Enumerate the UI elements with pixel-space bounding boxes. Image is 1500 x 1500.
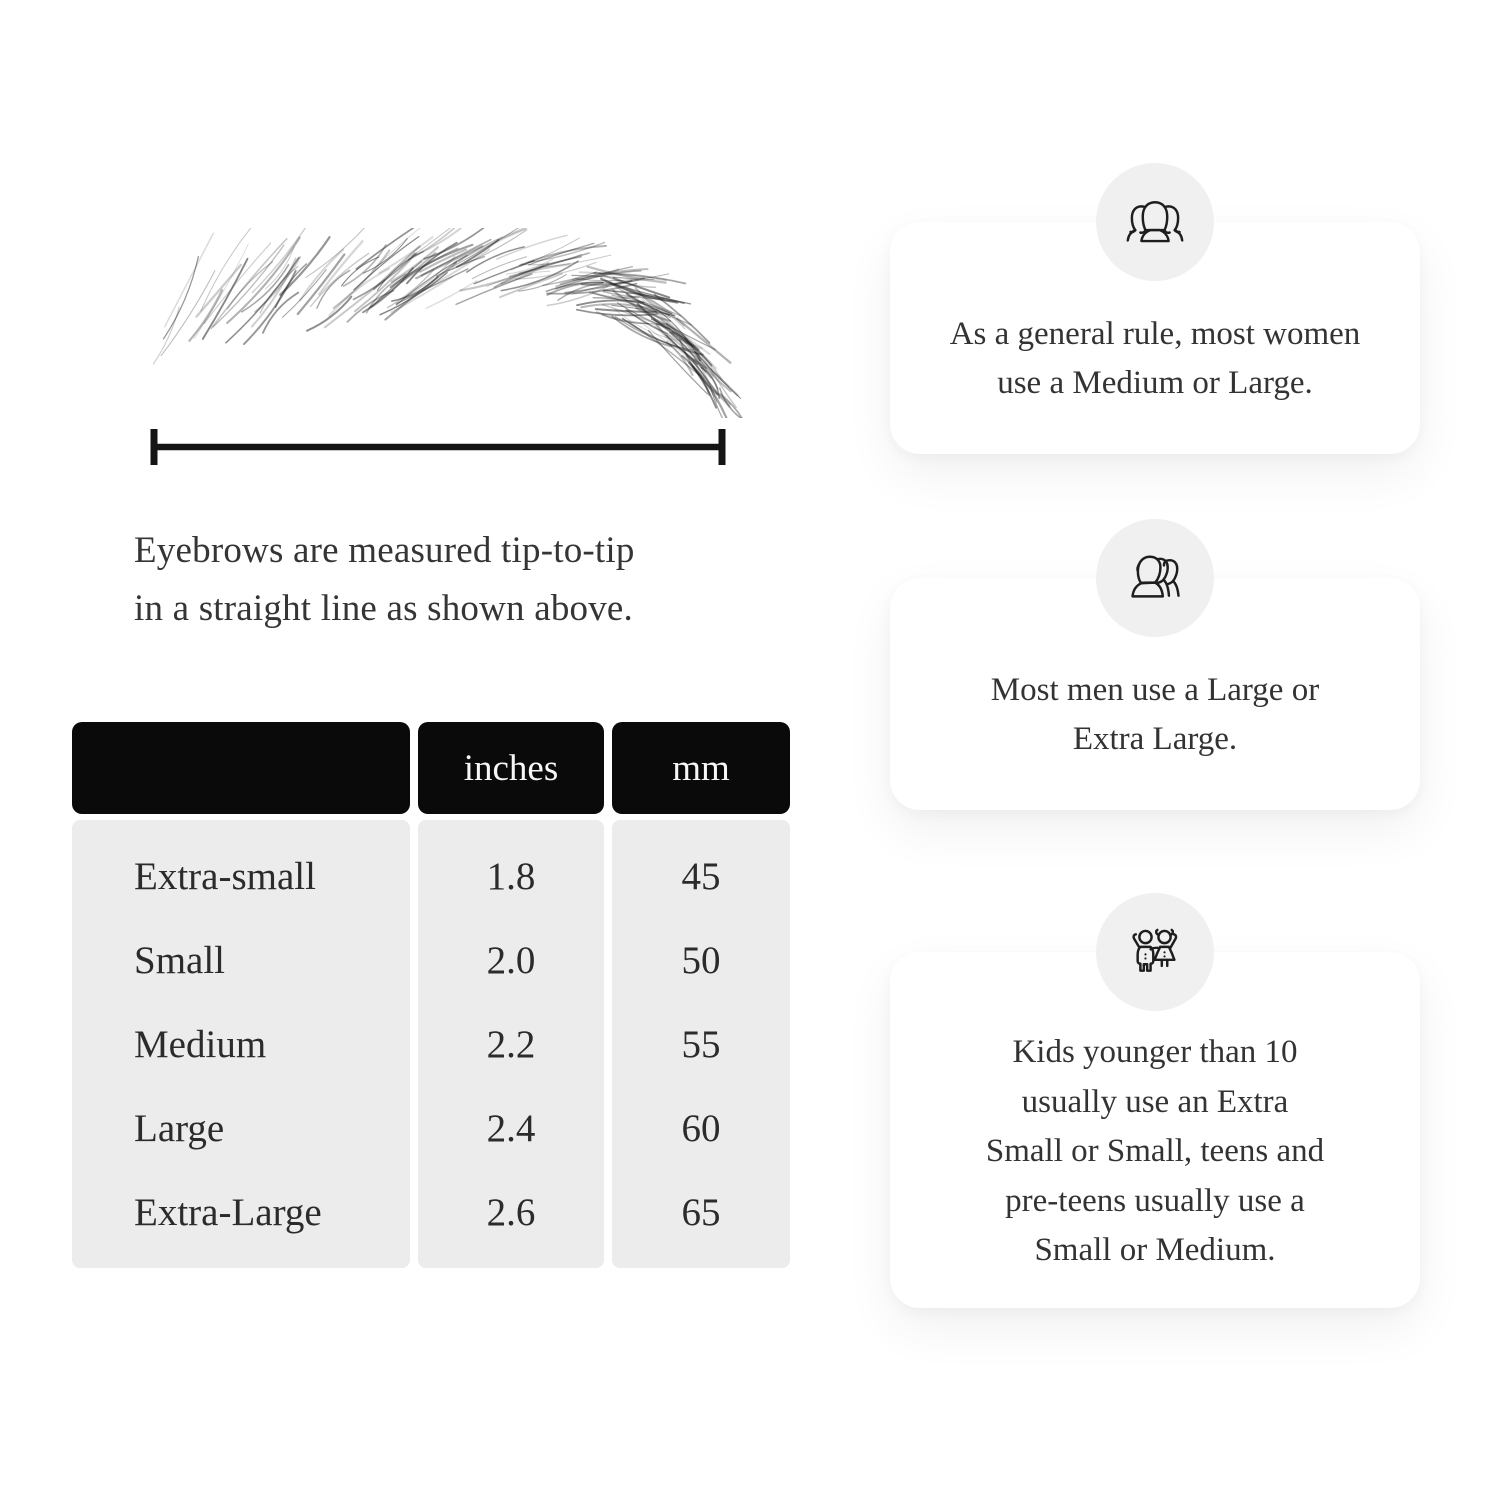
size-name-cell: Medium: [134, 1022, 267, 1066]
size-table-body-mm: [612, 820, 790, 1268]
kids-card-line-3: Small or Small, teens and: [985, 1133, 1325, 1170]
size-name-cell: Large: [134, 1106, 225, 1150]
kids-card-line-2: usually use an Extra: [1021, 1083, 1289, 1120]
size-table-body-names: [72, 820, 410, 1268]
men-badge: [1096, 519, 1214, 637]
mm-cell: 45: [681, 854, 721, 898]
size-name-cell: Small: [134, 938, 226, 982]
size-table-column-inches: [418, 722, 604, 1268]
women-group-icon: [1121, 188, 1189, 256]
size-table-column-mm: [612, 722, 790, 1268]
card-kids: [890, 952, 1420, 1308]
mm-cell: 65: [681, 1190, 721, 1234]
size-table-header-inches: inches: [418, 722, 604, 814]
measurement-line: [146, 424, 730, 470]
caption-line-1: Eyebrows are measured tip-to-tip: [134, 530, 635, 571]
card-men: [890, 578, 1420, 810]
kids-icon: [1121, 918, 1189, 986]
women-badge: [1096, 163, 1214, 281]
measurement-caption: [134, 522, 774, 639]
mm-cell: 55: [681, 1022, 721, 1066]
size-table-header-mm: mm: [612, 722, 790, 814]
size-table-body-inches: [418, 820, 604, 1268]
kids-card-line-1: Kids younger than 10: [1012, 1034, 1298, 1071]
inches-cell: 2.4: [486, 1106, 536, 1150]
size-table-column-names: [72, 722, 410, 1268]
caption-line-2: in a straight line as shown above.: [134, 588, 634, 630]
kids-card-line-4: pre-teens usually use a: [1005, 1182, 1305, 1219]
inches-cell: 1.8: [486, 854, 536, 898]
size-table: [72, 722, 790, 1268]
kids-card-text: [986, 1028, 1324, 1276]
men-card-line-1: Most men use a Large or: [990, 671, 1320, 708]
men-card-text: [991, 666, 1319, 765]
size-table-header-blank: [72, 722, 410, 814]
inches-cell: 2.0: [486, 938, 536, 982]
men-card-line-2: Extra Large.: [1072, 721, 1238, 757]
inches-cell: 2.2: [486, 1022, 536, 1066]
mm-cell: 60: [681, 1106, 721, 1150]
mm-cell: 50: [681, 938, 721, 982]
size-name-cell: Extra-Large: [134, 1190, 322, 1234]
eyebrow-illustration: [100, 228, 760, 418]
women-card-text: [950, 310, 1361, 409]
size-name-cell: Extra-small: [134, 854, 316, 898]
kids-card-line-5: Small or Medium.: [1034, 1232, 1276, 1269]
women-card-line-2: use a Medium or Large.: [997, 365, 1313, 401]
women-card-line-1: As a general rule, most women: [949, 315, 1361, 352]
card-women: [890, 222, 1420, 454]
inches-cell: 2.6: [486, 1190, 536, 1234]
kids-badge: [1096, 893, 1214, 1011]
men-group-icon: [1121, 544, 1189, 612]
